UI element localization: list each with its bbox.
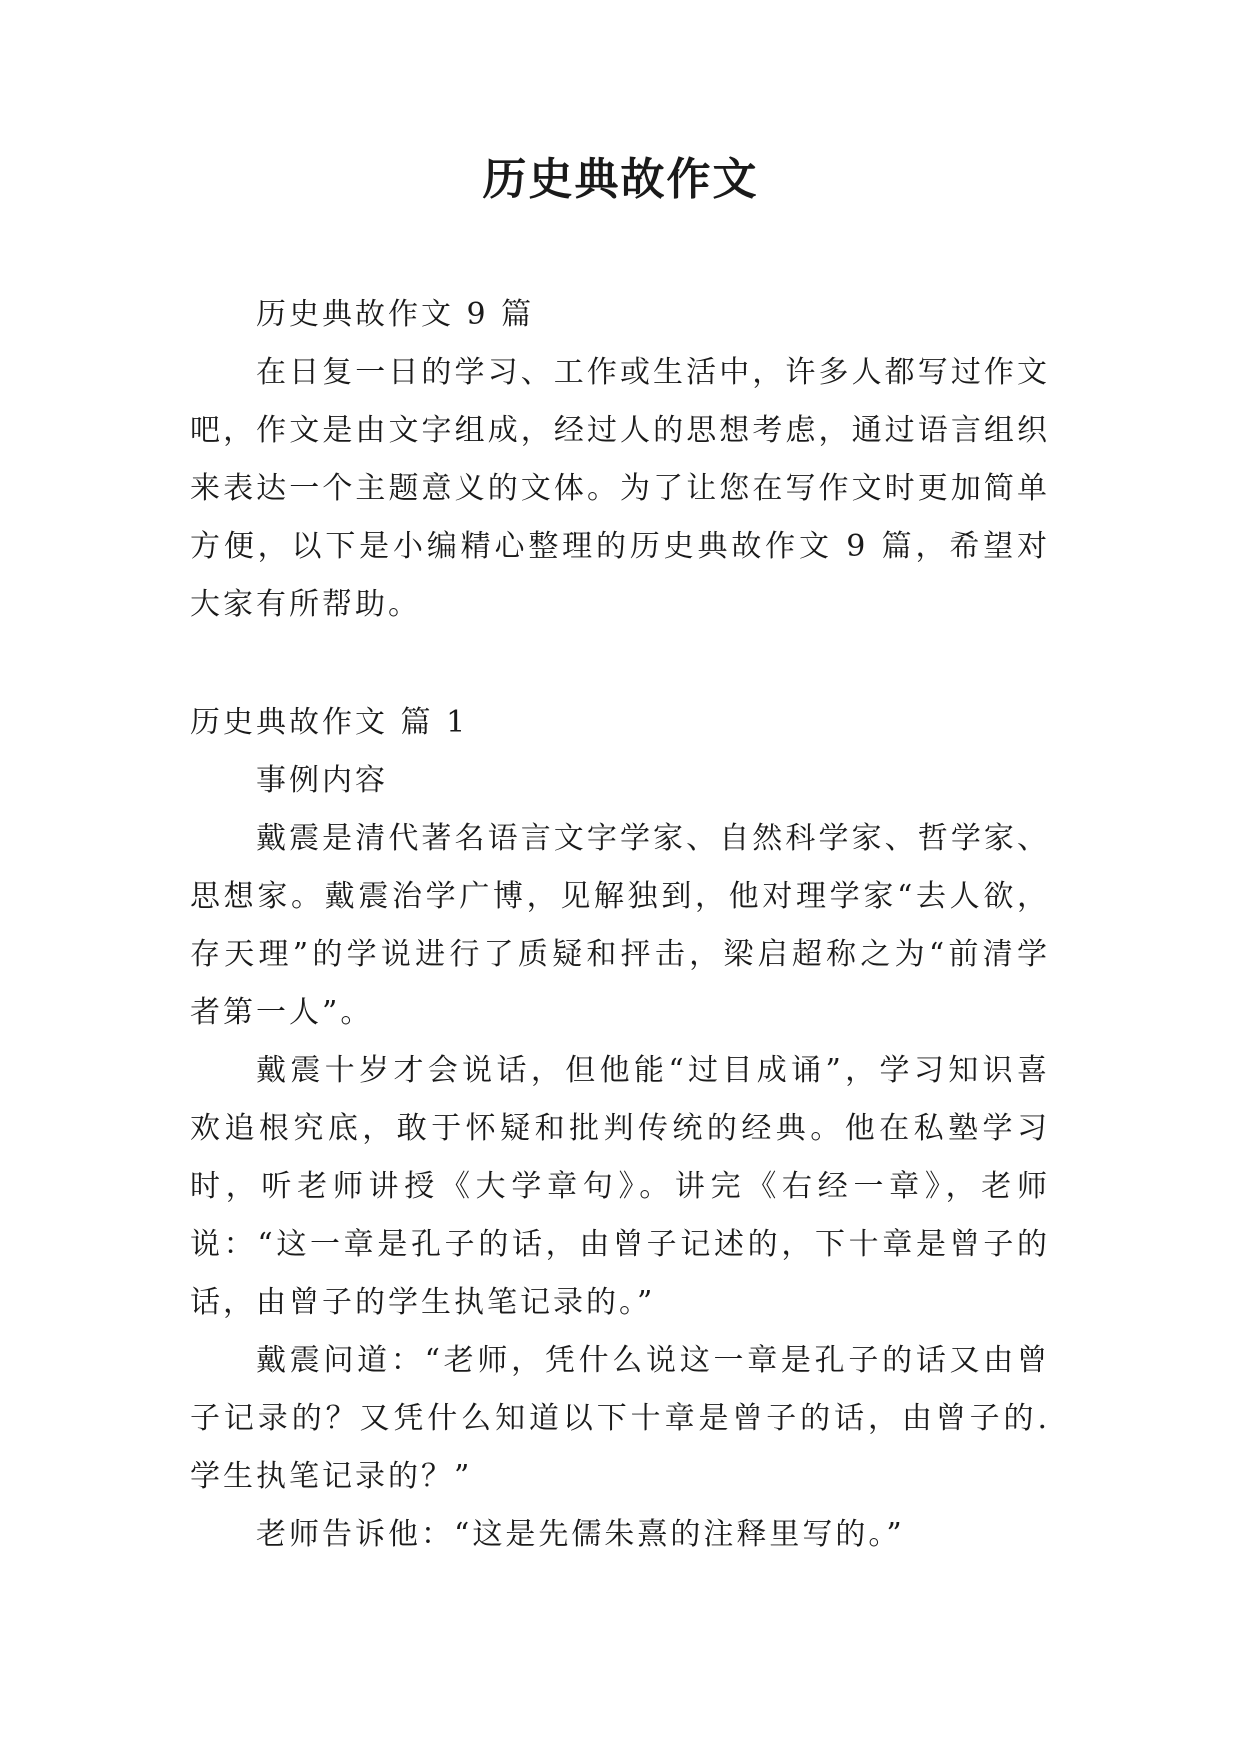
- intro-section: [190, 286, 1050, 634]
- section-paragraph: 戴震问道：“老师，凭什么说这一章是孔子的话又由曾子记录的？又凭什么知道以下十章是曾子的话，由曾子的.学生执笔记录的？”: [190, 1343, 1050, 1494]
- intro-paragraph: 在日复一日的学习、工作或生活中，许多人都写过作文吧，作文是由文字组成，经过人的思想考虑，通过语言组织来表达一个主题意义的文体。为了让您在写作文时更加简单方便，以下是小编精心整理的历史典故作文 9 篇，希望对大家有所帮助。: [190, 355, 1050, 622]
- intro-subtitle: 历史典故作文 9 篇: [256, 297, 535, 332]
- section-heading: 历史典故作文 篇 1: [190, 705, 469, 740]
- section-1: [190, 694, 1050, 1564]
- section-label: 事例内容: [256, 763, 388, 798]
- document-title: 历史典故作文: [482, 154, 759, 205]
- section-paragraph: 老师告诉他：“这是先儒朱熹的注释里写的。”: [256, 1517, 905, 1552]
- section-paragraph: 戴震十岁才会说话，但他能“过目成诵”，学习知识喜欢追根究底，敢于怀疑和批判传统的经典。他在私塾学习时，听老师讲授《大学章句》。讲完《右经一章》，老师说：“这一章是孔子的话，由曾子记述的，下十章是曾子的话，由曾子的学生执笔记录的。”: [190, 1053, 1050, 1320]
- section-paragraph: 戴震是清代著名语言文字学家、自然科学家、哲学家、思想家。戴震治学广博，见解独到，他对理学家“去人欲，存天理”的学说进行了质疑和抨击，梁启超称之为“前清学者第一人”。: [190, 821, 1050, 1030]
